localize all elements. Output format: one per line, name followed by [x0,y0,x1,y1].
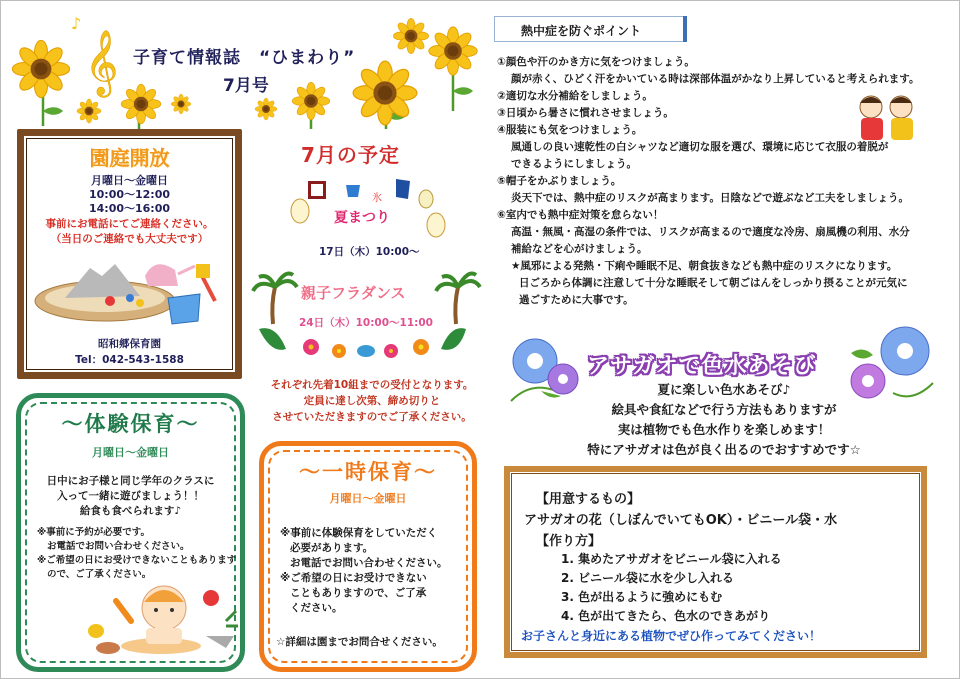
howto-steps [561,550,782,626]
asagao-text-2: 絵具や食紅などで行う方法もありますが [611,402,837,417]
heatstroke-line-1: ①顔色や汗のかき方に気をつけましょう。 [497,56,695,68]
asagao-text-1: 夏に楽しい色水あそび♪ [657,382,791,397]
sunflower-icon [171,94,191,114]
palm-tree-icon [253,274,297,325]
event-hula-dance-date: 24日（木）10:00～11:00 [299,317,433,329]
heatstroke-title: 熱中症を防ぐポイント [494,16,684,42]
materials-heading: 【用意するもの】 [536,492,641,507]
event-hula-dance: 親子フラダンス [301,284,406,302]
howto-heading: 【作り方】 [536,534,602,549]
sunflower-icon [393,18,428,53]
temporary-text-2: 必要があります。 [290,542,374,554]
temporary-care-title: ～一時保育～ [299,460,437,484]
palm-tree-icon [436,274,480,325]
experience-note-3: ※ご希望の日にお受けできないこともあります [37,555,237,566]
schedule-note-1: それぞれ先着10組までの受付となります。 [270,379,474,391]
park-note-sub: （当日のご連絡でも大丈夫です） [50,233,209,245]
heatstroke-line-8: ⑤帽子をかぶりましょう。 [497,175,622,187]
heatstroke-line-15: 過ごすために大事です。 [519,294,634,306]
sunflower-icon [353,61,417,125]
heatstroke-line-12: 補給などを心がけましょう。 [511,243,648,255]
heatstroke-line-2: 顔が赤く、ひどく汗をかいている時は深部体温がかなり上昇していると考えられます。 [511,73,920,85]
asagao-closing: お子さんと身近にある植物でぜひ作ってみてください！ [521,629,822,643]
asagao-text-3: 実は植物でも色水作りを楽しめます！ [617,422,831,437]
park-time-morning: 10:00～12:00 [88,188,171,201]
asagao-title: アサガオで色水あそび [587,354,817,379]
howto-step-2: 2. ビニール袋に水を少し入れる [561,571,734,585]
experience-text-2: 入って一緒に遊びましょう！！ [57,490,204,502]
park-open-section [17,129,242,379]
park-open-title: 園庭開放 [89,146,170,170]
heatstroke-line-10: ⑥室内でも熱中症対策を怠らない！ [497,209,664,221]
heatstroke-line-14: 日ごろから体調に注意して十分な睡眠そして朝ごはんをしっかり摂ることが元気に [519,277,908,289]
temporary-care-section [259,441,477,672]
park-note: 事前にお電話にてご連絡ください。 [45,218,214,230]
materials-list: アサガオの花（しぼんでいてもOK）・ビニール袋・水 [524,513,838,528]
sunflower-icon [12,40,69,97]
temporary-text-5: こともありますので、ご了承 [290,587,427,599]
heatstroke-line-7: できるようにしましょう。 [511,158,637,170]
temporary-text-3: お電話でお問い合わせください。 [290,557,448,569]
nursery-name: 昭和郷保育園 [98,338,161,350]
svg-text:♪: ♪ [71,14,82,33]
experience-days: 月曜日～金曜日 [92,446,169,459]
heatstroke-line-4: ③日頃から暑さに慣れさせましょう。 [497,107,674,119]
heatstroke-line-11: 高温・無風・高湿の条件では、リスクが高まるので適度な冷房、扇風機の利用、水分 [511,226,910,238]
sunflower-icon [77,99,101,123]
schedule-note-3: させていただきますのでご了承ください。 [272,411,472,423]
sunflower-icon [121,84,161,124]
schedule-title: 7月の予定 [301,143,400,167]
bucket-icon [168,294,200,324]
sandbox-icon [30,246,230,331]
experience-care-title: ～体験保育～ [61,412,200,436]
sunflower-icon [292,82,329,119]
howto-step-4: 4. 色が出てきたら、色水のできあがり [561,609,771,623]
temporary-footer: ☆詳細は園までお問合せください。 [276,636,443,648]
experience-text-3: 給食も食べられます♪ [79,505,182,517]
experience-text-1: 日中にお子様と同じ学年のクラスに [46,475,215,487]
howto-step-1: 1. 集めたアサガオをビニール袋に入れる [561,552,782,566]
heatstroke-list [497,54,947,309]
heatstroke-line-13: ★風邪による発熱・下痢や睡眠不足、朝食抜きなども熱中症のリスクになります。 [511,260,898,272]
heatstroke-line-6: 風通しの良い速乾性の白シャツなど適切な服を選び、環境に応じて衣服の着脱が [511,141,889,153]
experience-note-1: ※事前に予約が必要です。 [37,527,150,538]
heatstroke-line-3: ②適切な水分補給をしましょう。 [497,90,653,102]
temporary-text-6: ください。 [290,602,343,614]
experience-note-2: お電話でお問い合わせください。 [47,541,190,552]
sunflower-icon [429,27,477,75]
event-summer-festival-date: 17日（木）10:00～ [319,246,420,258]
experience-note-4: ので、ご了承ください。 [47,569,152,580]
temporary-text-1: ※事前に体験保育をしていただく [280,527,438,539]
temporary-text-4: ※ご希望の日にお受けできない [280,572,427,584]
temporary-days: 月曜日～金曜日 [329,492,407,505]
issue-number: 7月号 [223,76,269,96]
heatstroke-line-9: 炎天下では、熱中症のリスクが高まります。日陰などで遊ぶなど工夫をしましょう。 [511,192,909,204]
sunflower-icon [255,98,277,120]
event-summer-festival: 夏まつり [334,210,390,226]
treble-clef-icon: 𝄞 [85,30,119,95]
nursery-phone: Tel：042-543-1588 [75,354,184,366]
park-days: 月曜日～金曜日 [91,174,168,187]
experience-care-section [16,393,245,672]
heatstroke-line-5: ④服装にも気をつけましょう。 [497,124,643,136]
howto-step-3: 3. 色が出るように強めにもむ [561,590,723,604]
newsletter-title: 子育て情報誌 “ひまわり” [133,48,356,68]
svg-text:氷: 氷 [372,193,382,204]
asagao-text-4: 特にアサガオは色が良く出るのでおすすめです☆ [587,442,861,457]
schedule-note-2: 定員に達し次第、締め切りと [303,395,441,407]
park-time-afternoon: 14:00～16:00 [88,202,171,215]
